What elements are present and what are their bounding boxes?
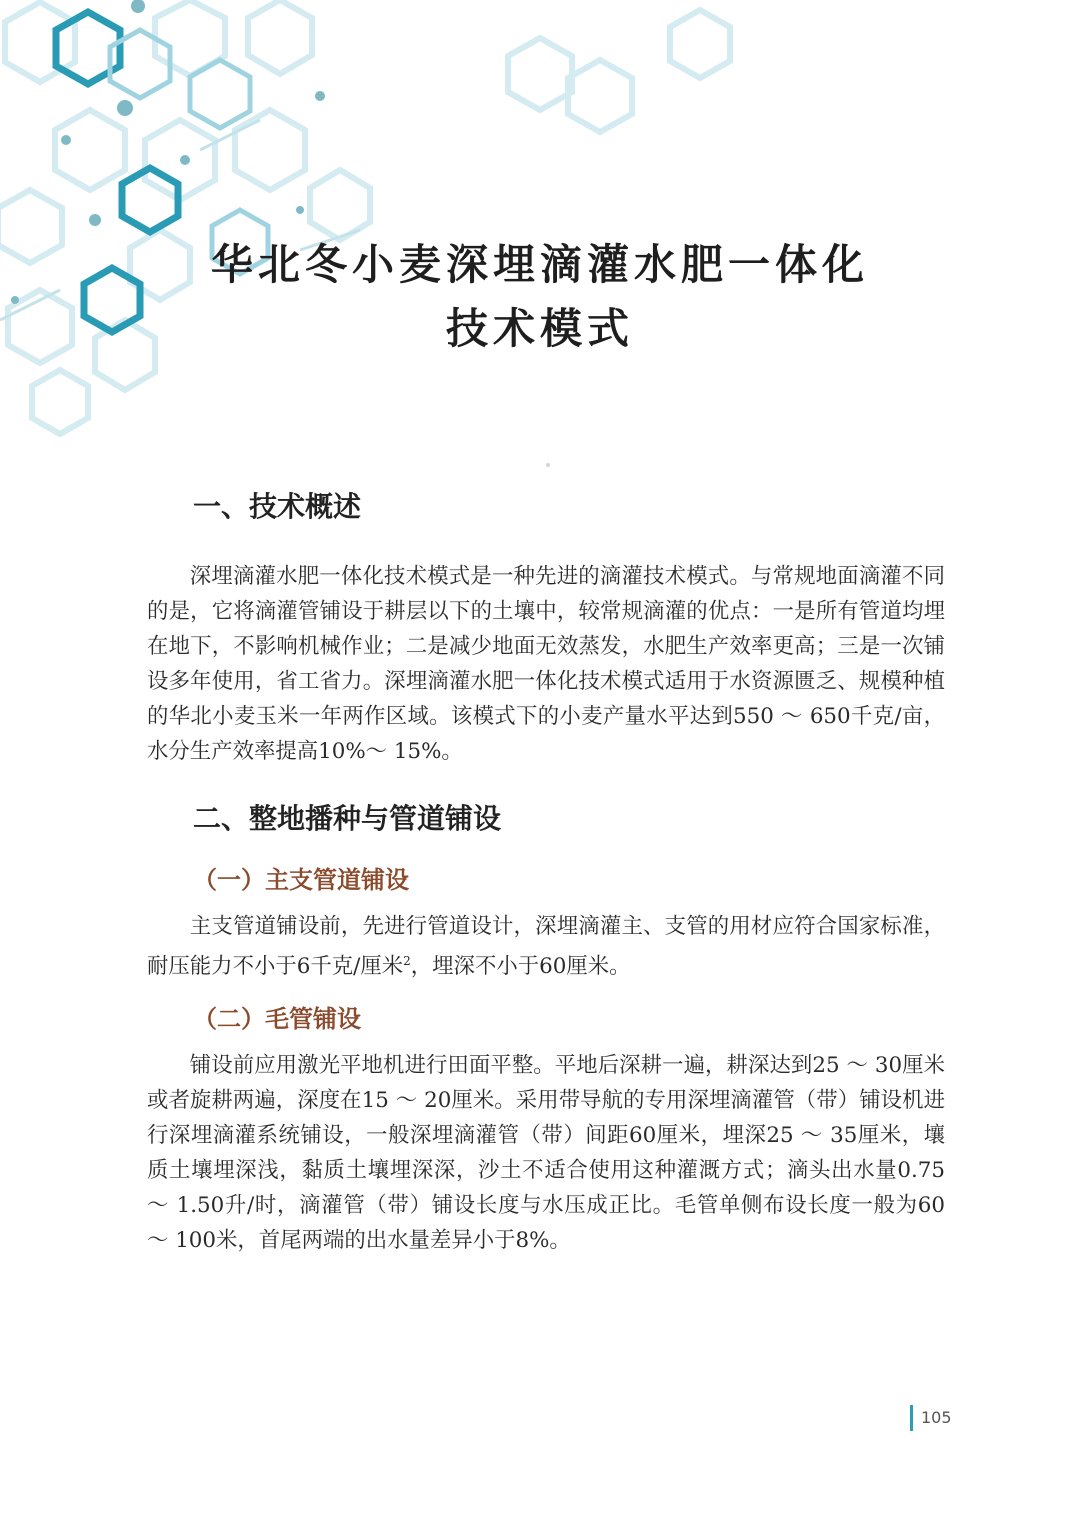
subsection-heading-main-pipes: （一）主支管道铺设: [193, 866, 409, 894]
document-title-line-1: 华北冬小麦深埋滴灌水肥一体化: [210, 240, 869, 289]
main-pipes-text-a: 主支管道铺设前，先进行管道设计，深埋滴灌主、支管的用材应符合国家标准，耐压能力不小于6千克/厘米: [147, 914, 945, 980]
section-heading-soil-prep: 二、整地播种与管道铺设: [193, 802, 502, 835]
main-pipes-text-b: ，埋深不小于60厘米。: [410, 954, 631, 980]
main-pipes-paragraph: [147, 909, 945, 984]
superscript: 2: [403, 954, 411, 968]
laterals-paragraph: 铺设前应用激光平地机进行田面平整。平地后深耕一遍，耕深达到25 ～ 30厘米或者旋耕两遍，深度在15 ～ 20厘米。采用带导航的专用深埋滴灌管（带）铺设机进行深埋滴灌系统铺设，一般深埋滴灌管（带）间距60厘米，埋深25 ～ 35厘米，壤质土壤埋深浅，黏质土壤埋深深，沙土不适合使用这种灌溉方式；滴头出水量0.75 ～ 1.50升/时，滴灌管（带）铺设长度与水压成正比。毛管单侧布设长度一般为60 ～ 100米，首尾两端的出水量差异小于8%。: [147, 1053, 945, 1253]
document-title-line-2: 技术模式: [445, 304, 634, 353]
subsection-heading-laterals: （二）毛管铺设: [193, 1005, 361, 1033]
section-heading-overview: 一、技术概述: [193, 490, 362, 523]
overview-paragraph: 深埋滴灌水肥一体化技术模式是一种先进的滴灌技术模式。与常规地面滴灌不同的是，它将滴灌管铺设于耕层以下的土壤中，较常规滴灌的优点：一是所有管道均埋在地下，不影响机械作业；二是减少地面无效蒸发，水肥生产效率更高；三是一次铺设多年使用，省工省力。深埋滴灌水肥一体化技术模式适用于水资源匮乏、规模种植的华北小麦玉米一年两作区域。该模式下的小麦产量水平达到550 ～ 650千克/亩，水分生产效率提高10%～ 15%。: [147, 564, 945, 764]
page-number: 105: [910, 1405, 952, 1431]
